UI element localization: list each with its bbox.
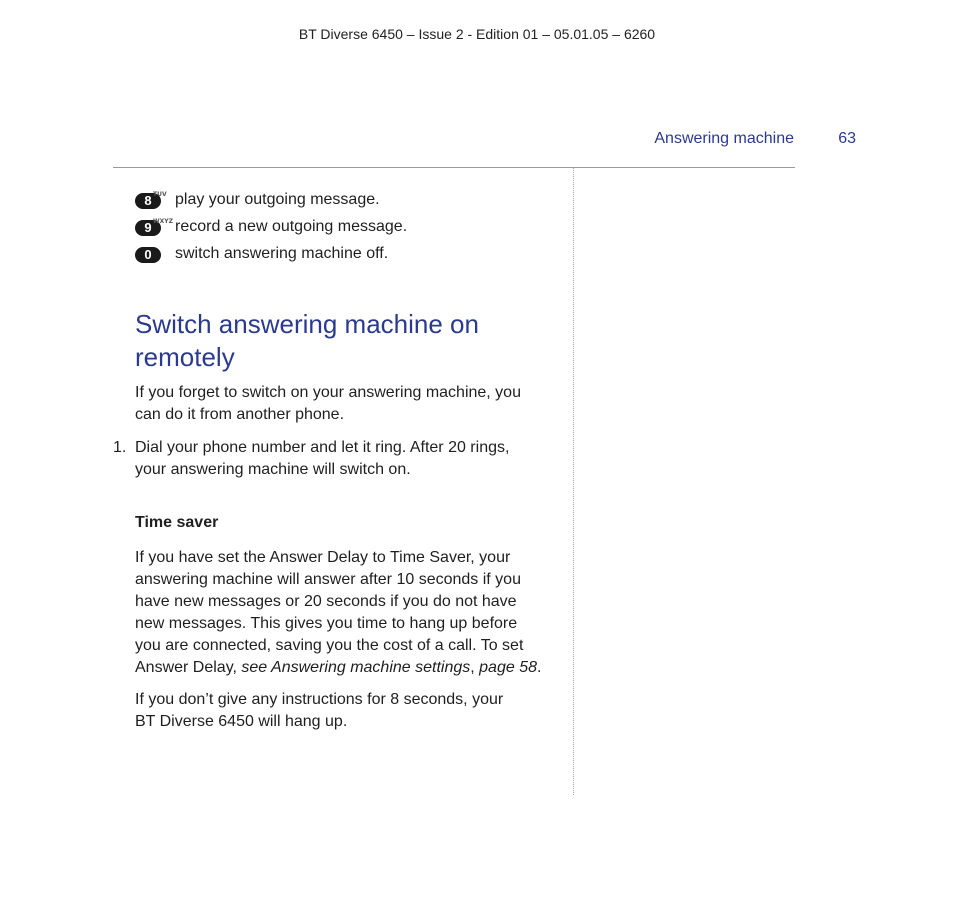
key-9-icon: 9 WXYZ [135, 220, 161, 236]
key-description: play your outgoing message. [175, 191, 380, 208]
outro-paragraph: If you don’t give any instructions for 8 seconds, your BT Diverse 6450 will hang up. [135, 691, 504, 730]
key-9-letters: WXYZ [153, 218, 173, 225]
key-description: record a new outgoing message. [175, 218, 408, 235]
intro-paragraph: If you forget to switch on your answering machine, you can do it from another phone. [135, 384, 521, 423]
running-head [560, 130, 860, 150]
column-divider [573, 168, 574, 795]
time-saver-paragraph: If you have set the Answer Delay to Time Saver, your answering machine will answer after 10 seconds if you have new messages or 20 seconds if you do not have new messages. This gives you time to hang up before you are connected, saving you the cost of a call. To set Answer Delay, see Answering machine settings, page 58. [135, 549, 542, 676]
time-saver-heading: Time saver [135, 514, 219, 531]
page-reference: page 58 [479, 659, 537, 676]
key-list [135, 190, 555, 271]
settings-reference: see Answering machine settings [241, 659, 471, 676]
page-number: 63 [838, 130, 856, 147]
step-number: 1. [113, 439, 127, 456]
key-row [135, 190, 555, 217]
header-rule [113, 167, 795, 168]
key-row [135, 217, 555, 244]
key-row [135, 244, 555, 271]
document-header: BT Diverse 6450 – Issue 2 - Edition 01 – 05.01.05 – 6260 [298, 26, 656, 42]
key-0-icon: 0 [135, 247, 161, 263]
step-text: Dial your phone number and let it ring. After 20 rings, your answering machine will switch on. [135, 439, 510, 478]
key-8-icon: 8 TUV [135, 193, 161, 209]
section-name: Answering machine [654, 130, 794, 147]
key-8-letters: TUV [153, 191, 167, 198]
section-title: Switch answering machine on remotely [135, 309, 479, 372]
key-description: switch answering machine off. [175, 245, 389, 262]
